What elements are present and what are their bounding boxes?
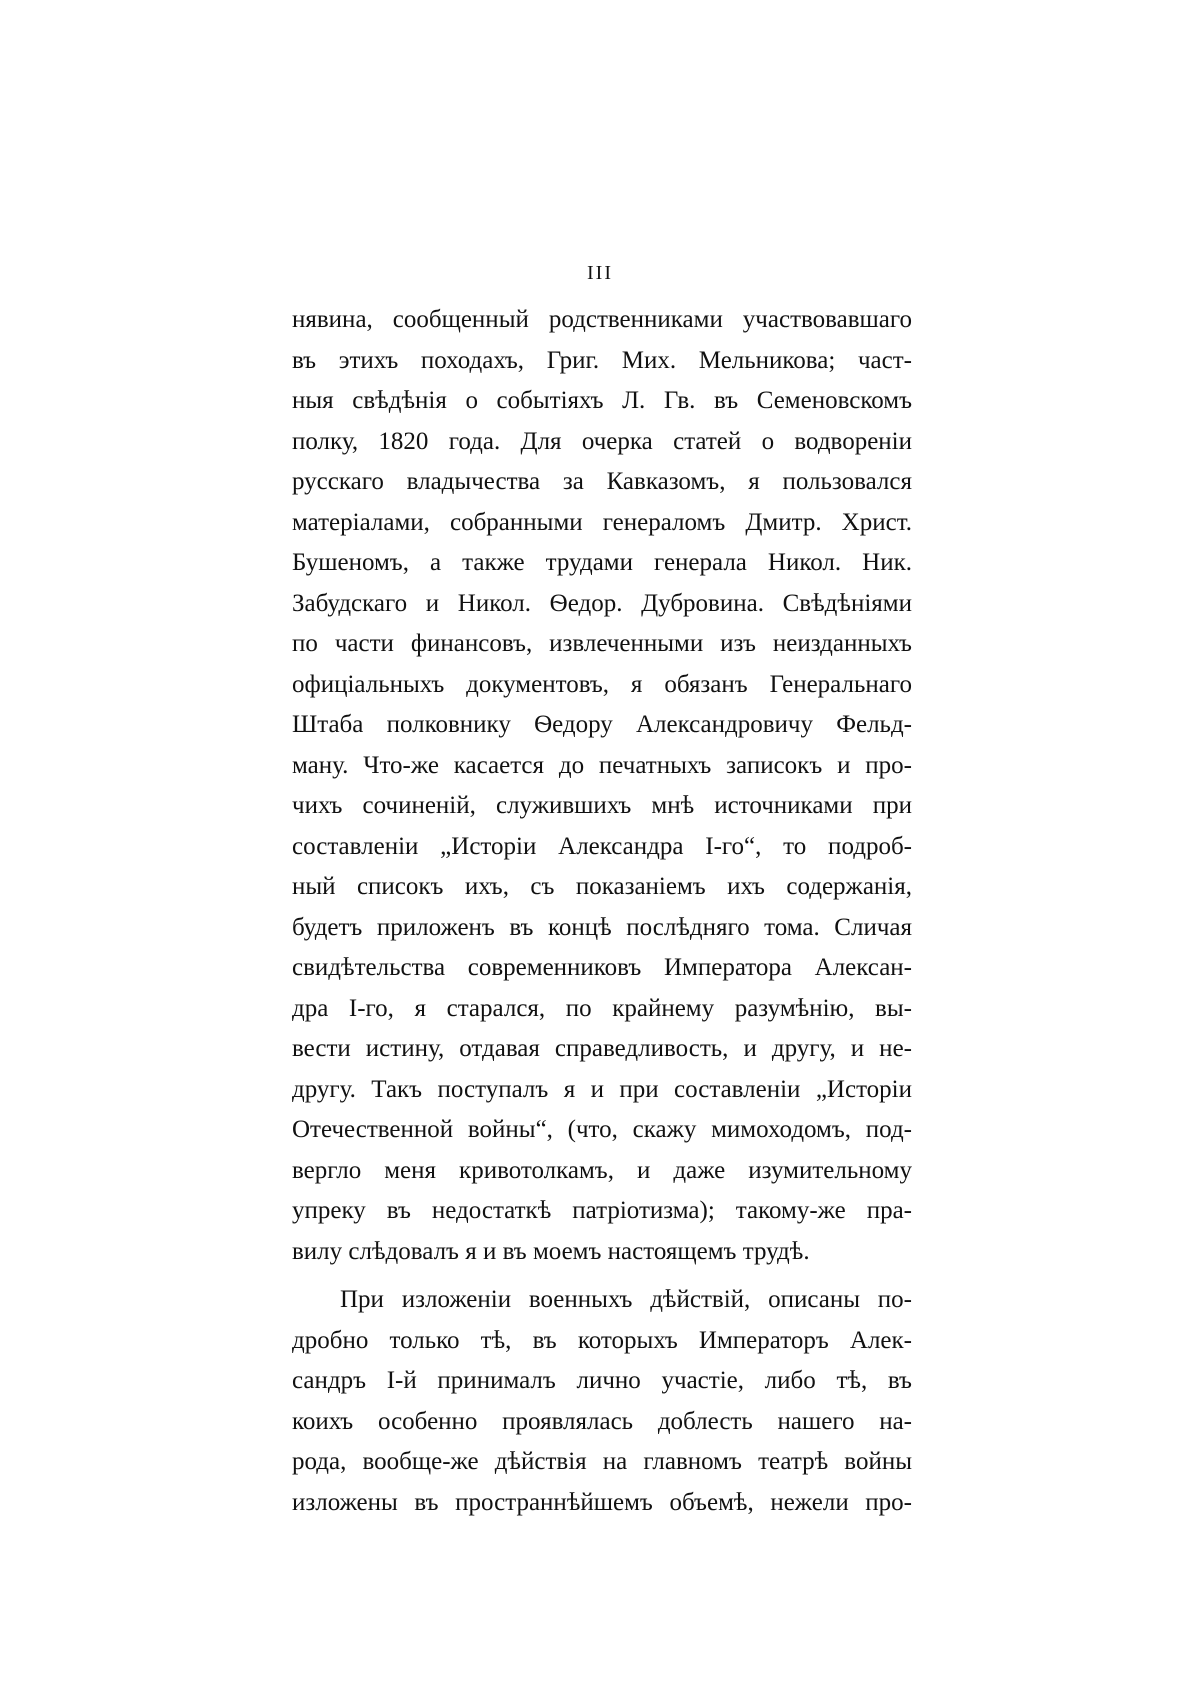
page-number: III xyxy=(587,262,613,284)
text-line: по части финансовъ, извлеченными изъ неизданныхъ xyxy=(292,630,912,657)
text-line: упреку въ недостаткѣ патріотизма); такому-же пра- xyxy=(292,1197,912,1224)
text-line: ный списокъ ихъ, съ показаніемъ ихъ содержанія, xyxy=(292,873,912,900)
text-line: рода, вообще-же дѣйствія на главномъ театрѣ войны xyxy=(292,1448,912,1475)
text-line: дробно только тѣ, въ которыхъ Императоръ Алек- xyxy=(292,1326,912,1354)
text-line: ману. Что-же касается до печатныхъ записокъ и про- xyxy=(292,751,912,779)
text-line: Штаба полковнику Ѳедору Александровичу Фельд- xyxy=(292,711,912,738)
text-line: чихъ сочиненій, служившихъ мнѣ источниками при xyxy=(292,792,912,819)
text-line: вести истину, отдавая справедливость, и другу, и не- xyxy=(292,1035,912,1062)
text-line: офиціальныхъ документовъ, я обязанъ Генеральнаго xyxy=(292,670,912,698)
text-line: При изложеніи военныхъ дѣйствій, описаны по- xyxy=(340,1286,912,1313)
body-text xyxy=(292,300,912,1523)
text-line: въ этихъ походахъ, Григ. Мих. Мельникова; част- xyxy=(292,346,912,374)
text-line: вергло меня кривотолкамъ, и даже изумительному xyxy=(292,1156,912,1184)
text-line: будетъ приложенъ въ концѣ послѣдняго тома. Сличая xyxy=(292,913,912,941)
text-line: русскаго владычества за Кавказомъ, я пользовался xyxy=(292,468,912,495)
text-line: полку, 1820 года. Для очерка статей о водвореніи xyxy=(292,427,912,455)
paragraph-2 xyxy=(292,1280,912,1523)
text-line: составленіи „Исторіи Александра I-го“, то подроб- xyxy=(292,832,912,860)
text-line: Забудскаго и Никол. Ѳедор. Дубровина. Свѣдѣніями xyxy=(292,589,912,617)
text-line: матеріалами, собранными генераломъ Дмитр. Христ. xyxy=(292,508,912,536)
text-line: другу. Такъ поступалъ я и при составленіи „Исторіи xyxy=(292,1075,912,1103)
paragraph-gap xyxy=(292,1272,912,1280)
text-line: коихъ особенно проявлялась доблесть нашего на- xyxy=(292,1407,912,1435)
text-line: ныя свѣдѣнія о событіяхъ Л. Гв. въ Семеновскомъ xyxy=(292,387,912,414)
text-line: Отечественной войны“, (что, скажу мимоходомъ, под- xyxy=(292,1116,912,1143)
text-line: нявина, сообщенный родственниками участвовавшаго xyxy=(292,306,912,333)
text-line: сандръ I-й принималъ лично участіе, либо тѣ, въ xyxy=(292,1367,912,1394)
text-line: вилу слѣдовалъ я и въ моемъ настоящемъ трудѣ. xyxy=(292,1237,810,1265)
text-line: Бушеномъ, а также трудами генерала Никол. Ник. xyxy=(292,549,912,576)
paragraph-1 xyxy=(292,300,912,1272)
text-line: изложены въ пространнѣйшемъ объемѣ, нежели про- xyxy=(292,1488,912,1516)
text-line: свидѣтельства современниковъ Императора Алексан- xyxy=(292,954,912,981)
text-line: дра I-го, я старался, по крайнему разумѣнію, вы- xyxy=(292,994,912,1022)
